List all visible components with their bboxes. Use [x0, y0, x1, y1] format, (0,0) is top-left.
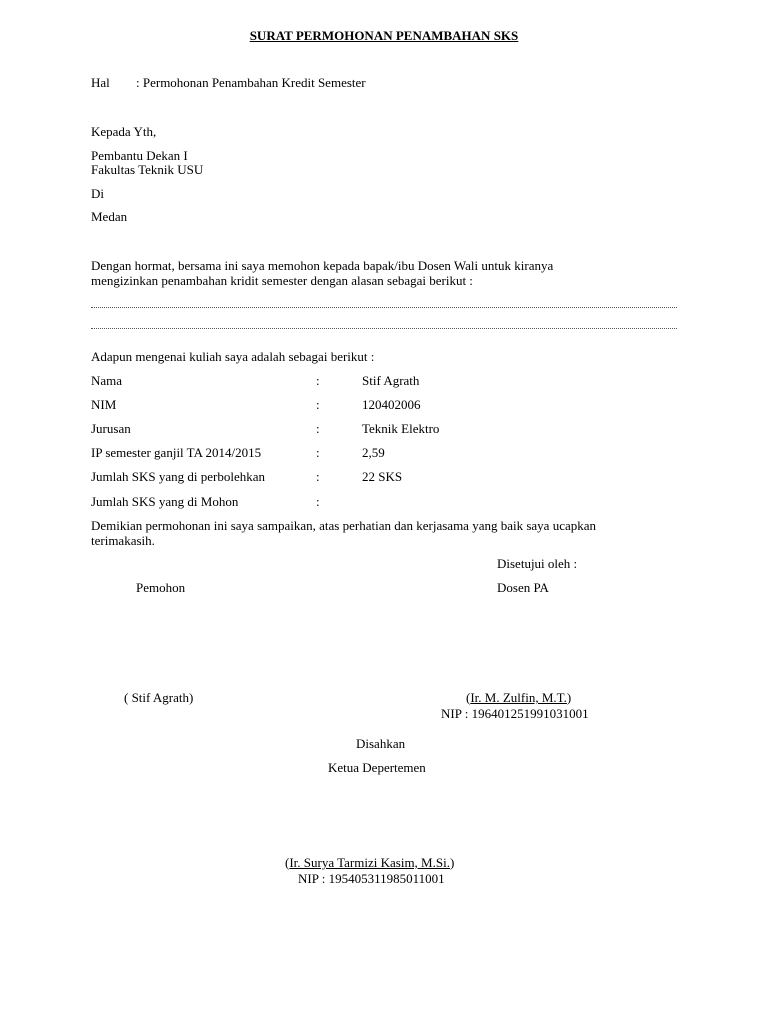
address-line-3: Di [91, 186, 104, 201]
address-line-2: Fakultas Teknik USU [91, 162, 204, 177]
field-label: Jumlah SKS yang di Mohon [91, 494, 239, 509]
paren-close: ) [566, 690, 572, 705]
advisor-role: Dosen PA [497, 580, 549, 595]
field-separator: : [316, 421, 320, 436]
field-separator: : [316, 445, 320, 460]
head-name: Ir. Surya Tarmizi Kasim, M.Si. [289, 855, 450, 870]
field-separator: : [316, 469, 320, 484]
body-paragraph-line-2: mengizinkan penambahan kridit semester dengan alasan sebagai berikut : [91, 273, 473, 288]
address-line-1: Pembantu Dekan I [91, 148, 188, 163]
paren-close: ) [449, 855, 455, 870]
field-label: IP semester ganjil TA 2014/2015 [91, 445, 262, 460]
head-nip: NIP : 195405311985011001 [298, 871, 445, 886]
advisor-name: Ir. M. Zulfin, M.T. [470, 690, 567, 705]
advisor-name-line [466, 690, 571, 706]
field-separator: : [316, 397, 320, 412]
closing-line-1: Demikian permohonan ini saya sampaikan, atas perhatian dan kerjasama yang baik saya ucapkan [91, 518, 597, 533]
address-line-4: Medan [91, 209, 128, 224]
paren-open: ( [466, 690, 471, 705]
body-intro: Adapun mengenai kuliah saya adalah sebagai berikut : [91, 349, 375, 364]
advisor-nip: NIP : 196401251991031001 [441, 706, 589, 721]
letter-title: SURAT PERMOHONAN PENAMBAHAN SKS [249, 28, 519, 43]
field-separator: : [316, 494, 320, 509]
paren-open: ( [285, 855, 290, 870]
address-greeting: Kepada Yth, [91, 124, 157, 139]
body-paragraph-line-1: Dengan hormat, bersama ini saya memohon kepada bapak/ibu Dosen Wali untuk kiranya [91, 258, 554, 273]
head-role: Ketua Depertemen [328, 760, 426, 775]
field-label: Nama [91, 373, 123, 388]
field-label: Jurusan [91, 421, 131, 436]
applicant-role: Pemohon [136, 580, 186, 595]
field-value: 22 SKS [362, 469, 403, 484]
field-value: 120402006 [362, 397, 421, 412]
field-separator: : [316, 373, 320, 388]
field-value: 2,59 [362, 445, 385, 460]
ratified-label: Disahkan [356, 736, 406, 751]
hal-value: : Permohonan Penambahan Kredit Semester [136, 75, 366, 90]
applicant-name: ( Stif Agrath) [124, 690, 194, 705]
dotted-line-2 [91, 328, 677, 329]
approved-by-label: Disetujui oleh : [497, 556, 578, 571]
dotted-line-1 [91, 307, 677, 308]
hal-label: Hal [91, 75, 110, 90]
field-label: Jumlah SKS yang di perbolehkan [91, 469, 266, 484]
field-label: NIM [91, 397, 117, 412]
field-value: Teknik Elektro [362, 421, 440, 436]
field-value: Stif Agrath [362, 373, 420, 388]
head-name-line [285, 855, 454, 871]
closing-line-2: terimakasih. [91, 533, 155, 548]
